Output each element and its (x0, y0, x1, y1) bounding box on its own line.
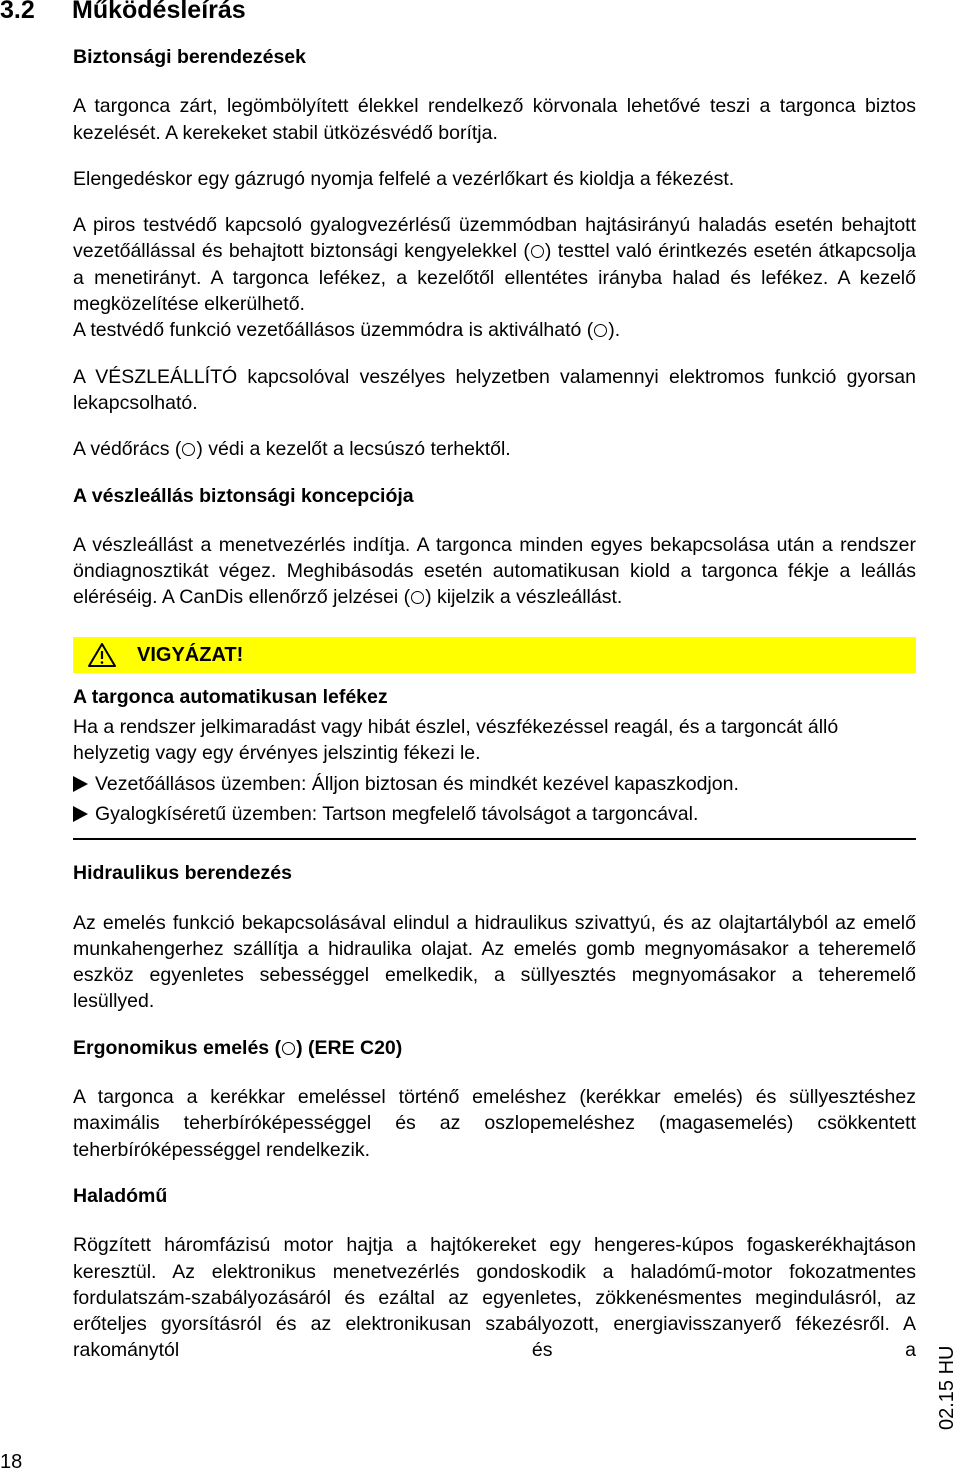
emergency-paragraph (73, 532, 916, 611)
emergency-heading: A vészleállás biztonsági koncepciója (73, 484, 414, 507)
safety-p4-part-b: ). (608, 319, 621, 342)
safety-p3-part-b: ) testtel való érintkezés esetén átkapcsolja a menetirányt. A targonca lefékez, a kezelőtől ellentétes irányba halad és lefékez. A kezelő megközelítése elkerülhető. (73, 240, 916, 316)
warning-banner (73, 637, 916, 673)
circle-marker-icon (531, 245, 544, 258)
safety-paragraph-5: A VÉSZLEÁLLÍTÓ kapcsolóval veszélyes helyzetben valamennyi elektromos funkció gyorsan lekapcsolható. (73, 365, 916, 414)
warning-item-1-text: Vezetőállásos üzemben: Álljon biztosan és mindkét kezével kapaszkodjon. (95, 772, 739, 795)
drive-heading: Haladómű (73, 1184, 168, 1207)
arrow-right-icon (73, 806, 88, 822)
warning-label: VIGYÁZAT! (137, 643, 244, 666)
safety-paragraph-4 (73, 317, 916, 343)
warning-text: Ha a rendszer jelkimaradást vagy hibát észlel, vészfékezéssel reagál, és a targoncát álló helyzetig vagy egy érvényes jelszintig fékezi le. (73, 716, 839, 765)
safety-paragraph-1: A targonca zárt, legömbölyített élekkel rendelkező körvonala lehetővé teszi a targonca biztos kezelését. A kerekeket stabil ütközésvédő borítja. (73, 95, 916, 144)
circle-marker-icon (594, 324, 607, 337)
safety-p4-part-a: A testvédő funkció vezetőállásos üzemmódra is aktiválható ( (73, 319, 594, 342)
hydraulic-heading: Hidraulikus berendezés (73, 862, 292, 885)
safety-p6-part-b: ) védi a kezelőt a lecsúszó terhektől. (196, 438, 511, 461)
document-version: 02.15 HU (936, 1345, 958, 1430)
arrow-right-icon (73, 776, 88, 792)
page-content (73, 44, 916, 1364)
warning-item-1 (73, 771, 916, 797)
page-number: 18 (0, 1451, 23, 1473)
warning-item-2 (73, 801, 916, 827)
safety-paragraph-6 (73, 436, 916, 462)
warning-triangle-icon (87, 642, 117, 668)
ergo-heading (73, 1035, 916, 1061)
safety-p3-part-a: A piros testvédő kapcsoló gyalogvezérlésű üzemmódban hajtásirányú haladás esetén behajtott vezetőállással és behajtott biztonsági kengyelekkel ( (73, 214, 916, 263)
section-divider (73, 838, 916, 840)
circle-marker-icon (282, 1042, 295, 1055)
hydraulic-paragraph: Az emelés funkció bekapcsolásával elindul a hidraulikus szivattyú, és az olajtartályból az emelő munkahengerhez szállítja a hidraulika olajat. Az emelés gomb megnyomásakor a teheremelő eszköz egyenletes sebességgel emelkedik, a süllyesztés megnyomásakor a teheremelő lesüllyed. (73, 911, 916, 1013)
emergency-part-b: ) kijelzik a vészleállást. (425, 586, 623, 609)
circle-marker-icon (182, 443, 195, 456)
drive-paragraph: Rögzített háromfázisú motor hajtja a hajtókereket egy hengeres-kúpos fogaskerékhajtáson keresztül. Az elektronikus menetvezérlés gondoskodik a haladómű-motor fokozatmentes fordulatszám-szabályozásáról és ezáltal az egyenletes, zökkenésmentes megindulásról, az erőteljes gyorsításról és az elektronikusan szabályozott, energiavisszanyerő fékezésről. A rakománytól és a (73, 1234, 916, 1362)
warning-item-2-text: Gyalogkíséretű üzemben: Tartson megfelelő távolságot a targoncával. (95, 802, 699, 825)
ergo-paragraph: A targonca a kerékkar emeléssel történő emeléshez (kerékkar emelés) és süllyesztéshez maximális teherbíróképességgel és az oszlopemeléshez (magasemelés) csökkentett teherbíróképességgel rendelkezik. (73, 1086, 916, 1161)
section-title (0, 0, 246, 25)
safety-heading: Biztonsági berendezések (73, 46, 306, 68)
circle-marker-icon (411, 591, 424, 604)
warning-heading: A targonca automatikusan lefékez (73, 685, 388, 708)
ergo-heading-part-a: Ergonomikus emelés ( (73, 1036, 282, 1059)
section-number: 3.2 (0, 0, 35, 24)
ergo-heading-part-b: ) (ERE C20) (296, 1036, 403, 1059)
safety-p6-part-a: A védőrács ( (73, 438, 182, 461)
safety-paragraph-2: Elengedéskor egy gázrugó nyomja felfelé a vezérlőkart és kioldja a fékezést. (73, 167, 735, 190)
emergency-part-a: A vészleállást a menetvezérlés indítja. A targonca minden egyes bekapcsolása után a rendszer öndiagnosztikát végez. Meghibásodás esetén automatikusan kiold a targonca fékje a leállás eléréséig. A CanDis ellenőrző jelzései ( (73, 533, 916, 609)
safety-paragraph-3 (73, 212, 916, 317)
section-title-text: Működésleírás (72, 0, 246, 24)
